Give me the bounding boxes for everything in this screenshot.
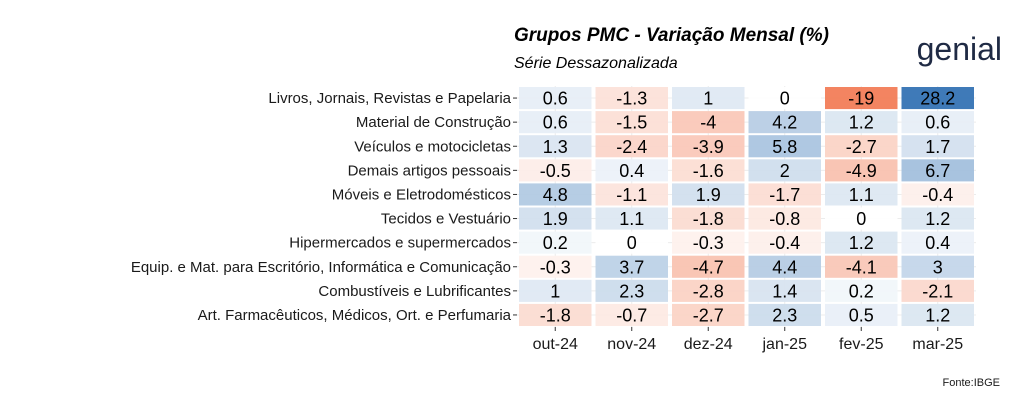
cell-value-label: 4.8 xyxy=(542,184,568,205)
cell-value-label: 0.6 xyxy=(542,88,568,109)
cell-value-label: 28.2 xyxy=(920,88,956,109)
cell-value-label: 0.6 xyxy=(542,112,568,133)
cell-value-label: -1.5 xyxy=(616,112,648,133)
cell-value-label: -19 xyxy=(848,88,875,109)
cell-value-label: -4 xyxy=(700,112,717,133)
cell-value-label: -0.3 xyxy=(692,233,724,254)
cell-value-label: 1.2 xyxy=(925,209,951,230)
column-label: out-24 xyxy=(532,336,578,353)
cell-value-label: -4.7 xyxy=(692,257,724,278)
genial-logo: genial xyxy=(916,31,1002,67)
column-label: nov-24 xyxy=(607,336,657,353)
cell-value-label: 1.4 xyxy=(772,281,798,302)
cell-value-label: -1.8 xyxy=(692,209,724,230)
row-label: Equip. e Mat. para Escritório, Informática e Comunicação xyxy=(130,258,511,276)
column-label: fev-25 xyxy=(839,336,884,353)
row-label: Livros, Jornais, Revistas e Papelaria xyxy=(268,90,511,108)
row-labels xyxy=(131,90,512,324)
cell-value-label: 0 xyxy=(779,88,790,109)
cell-value-label: -0.7 xyxy=(616,305,648,326)
cell-value-label: 4.4 xyxy=(772,257,798,278)
cell-value-label: 1 xyxy=(703,88,714,109)
row-label: Art. Farmacêuticos, Médicos, Ort. e Perfumaria xyxy=(197,306,511,324)
cell-value-label: -0.3 xyxy=(539,257,571,278)
cell-value-label: -2.8 xyxy=(692,281,724,302)
heatmap-cells xyxy=(519,87,974,326)
cell-value-label: 6.7 xyxy=(925,160,951,181)
cell-value-label: 2.3 xyxy=(619,281,645,302)
cell-value-label: -4.9 xyxy=(845,160,877,181)
cell-value-label: 0 xyxy=(626,233,637,254)
source-note: Fonte:IBGE xyxy=(942,377,1000,389)
chart-subtitle: Série Dessazonalizada xyxy=(514,55,678,72)
cell-value-label: 1.2 xyxy=(848,112,874,133)
cell-value-label: 3 xyxy=(932,257,943,278)
cell-value-label: -2.1 xyxy=(922,281,954,302)
row-label: Demais artigos pessoais xyxy=(347,162,511,180)
column-labels xyxy=(533,336,964,353)
row-label: Veículos e motocicletas xyxy=(354,138,511,156)
cell-value-label: -2.4 xyxy=(616,136,648,157)
cell-value-label: 1 xyxy=(550,281,561,302)
cell-value-label: 0 xyxy=(856,209,867,230)
cell-value-label: 0.4 xyxy=(925,233,951,254)
cell-value-label: -2.7 xyxy=(845,136,877,157)
column-label: jan-25 xyxy=(762,336,807,353)
cell-value-label: 1.9 xyxy=(695,184,721,205)
row-label: Combustíveis e Lubrificantes xyxy=(318,282,511,300)
cell-value-label: -1.3 xyxy=(616,88,648,109)
cell-value-label: -0.4 xyxy=(922,184,954,205)
cell-value-label: -1.1 xyxy=(616,184,648,205)
cell-value-label: 0.6 xyxy=(925,112,951,133)
row-label: Material de Construção xyxy=(355,114,511,132)
row-label: Móveis e Eletrodomésticos xyxy=(331,186,511,204)
cell-value-label: -0.8 xyxy=(769,209,801,230)
cell-value-label: 1.7 xyxy=(925,136,951,157)
cell-value-label: 0.5 xyxy=(848,305,874,326)
cell-value-label: -2.7 xyxy=(692,305,724,326)
cell-value-label: 4.2 xyxy=(772,112,798,133)
cell-value-label: -1.6 xyxy=(692,160,724,181)
cell-value-label: 2.3 xyxy=(772,305,798,326)
cell-value-label: -0.4 xyxy=(769,233,801,254)
cell-value-label: 1.1 xyxy=(848,184,874,205)
cell-value-label: 1.9 xyxy=(542,209,568,230)
cell-value-label: 1.1 xyxy=(619,209,645,230)
cell-value-label: 3.7 xyxy=(619,257,645,278)
cell-value-label: -4.1 xyxy=(845,257,877,278)
column-label: dez-24 xyxy=(683,336,733,353)
cell-value-label: 0.2 xyxy=(848,281,874,302)
row-label: Hipermercados e supermercados xyxy=(289,234,511,252)
cell-value-label: 2 xyxy=(779,160,790,181)
cell-value-label: 1.2 xyxy=(848,233,874,254)
cell-value-label: 0.4 xyxy=(619,160,645,181)
cell-value-label: 0.2 xyxy=(542,233,568,254)
cell-value-label: -1.8 xyxy=(539,305,571,326)
row-label: Tecidos e Vestuário xyxy=(380,210,511,228)
cell-value-label: -0.5 xyxy=(539,160,571,181)
cell-value-label: 1.2 xyxy=(925,305,951,326)
cell-value-label: -3.9 xyxy=(692,136,724,157)
cell-value-label: 5.8 xyxy=(772,136,798,157)
cell-value-label: -1.7 xyxy=(769,184,801,205)
cell-value-label: 1.3 xyxy=(542,136,568,157)
column-label: mar-25 xyxy=(912,336,964,353)
chart-title: Grupos PMC - Variação Mensal (%) xyxy=(514,25,829,46)
